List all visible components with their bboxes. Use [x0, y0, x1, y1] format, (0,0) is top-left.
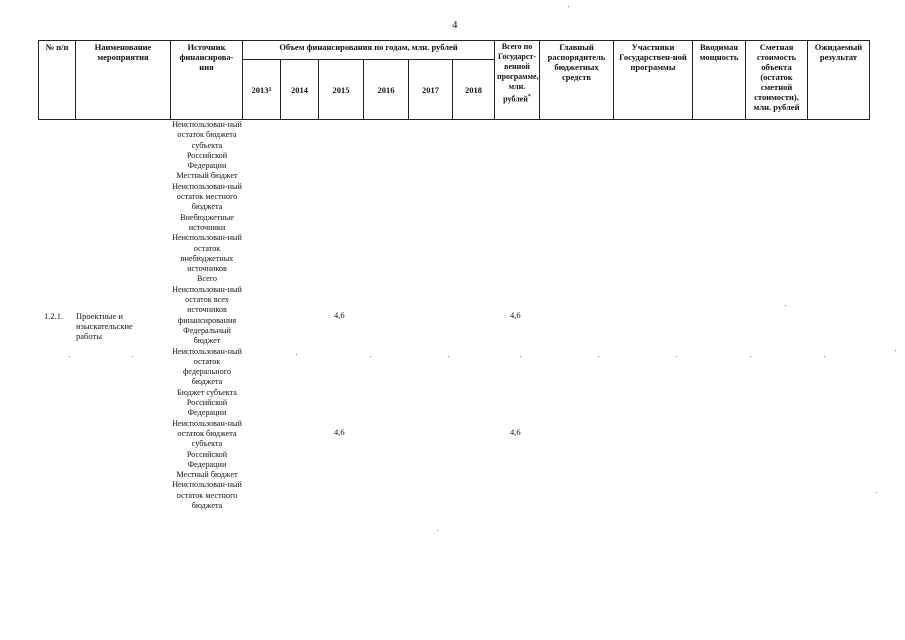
- table-header: [38, 40, 870, 120]
- scan-speck: [676, 356, 677, 357]
- year-2014-header: 2014: [281, 59, 319, 119]
- source-item: Неиспользован-ный остаток местного бюджета: [172, 480, 242, 510]
- scan-speck: [437, 530, 438, 531]
- header-total-label: Всего по Государст-венной программе, млн. рублей: [497, 42, 539, 104]
- header-main-manager: Главный распорядитель бюджетных средств: [540, 41, 614, 119]
- source-column: [172, 120, 242, 511]
- source-item: Всего: [196, 274, 218, 284]
- source-item: Местный бюджет: [176, 171, 238, 181]
- year-2015-header: 2015: [319, 59, 364, 119]
- source-item: Федеральный бюджет: [183, 325, 231, 346]
- year-2016-header: 2016: [364, 59, 409, 119]
- header-capacity: Вводимая мощность: [693, 41, 746, 119]
- row-number: 1.2.1.: [44, 311, 64, 321]
- source-item: Внебюджетные источники: [180, 212, 234, 232]
- header-estimate-cost: Сметная стоимость объекта (остаток сметной стоимости), млн. рублей: [746, 41, 808, 119]
- source-item: Неиспользован-ный остаток бюджета субъекта Российской Федерации: [172, 120, 242, 171]
- scan-speck: [69, 356, 70, 357]
- header-funding-volume: Объем финансирования по годам, млн. рублей: [243, 41, 495, 59]
- source-item: Бюджет субъекта Российской Федерации: [177, 387, 237, 418]
- scan-speck: [296, 354, 297, 355]
- source-item: Неиспользован-ный остаток всех источников финансирования: [172, 284, 242, 325]
- scan-speck: [568, 6, 569, 7]
- header-source: Источник финансирова-ния: [171, 41, 243, 119]
- year-2018-header: 2018: [453, 59, 495, 119]
- scan-speck: [895, 350, 896, 351]
- header-num: № п/п: [39, 41, 76, 119]
- year-2013-label: 2013: [251, 84, 269, 95]
- header-participants: Участники Государствен-ной программы: [614, 41, 693, 119]
- scan-speck: [370, 356, 371, 357]
- header-name: Наименование мероприятия: [76, 41, 171, 119]
- scan-speck: [876, 492, 877, 493]
- source-item: Местный бюджет: [176, 470, 238, 480]
- year-2013-header: [243, 59, 281, 119]
- row-name: Проектные и изыскательские работы: [76, 311, 133, 341]
- value-total-program: 4,6: [510, 310, 521, 320]
- source-item: Неиспользован-ный остаток федерального бюджета: [172, 346, 242, 387]
- value-total-2015: 4,6: [334, 310, 345, 320]
- header-expected-result: Ожидаемый результат: [814, 42, 863, 62]
- scan-speck: [520, 356, 521, 357]
- source-item: Неиспользован-ный остаток внебюджетных источников: [172, 233, 242, 274]
- source-item: Неиспользован-ный остаток бюджета субъекта Российской Федерации: [172, 418, 242, 469]
- page-number: 4: [452, 19, 458, 31]
- scan-speck: [132, 356, 133, 357]
- scan-speck: [448, 356, 449, 357]
- header-total-footnote: *: [527, 94, 531, 100]
- year-2017-header: 2017: [409, 59, 453, 119]
- value-subject-program: 4,6: [510, 427, 521, 437]
- header-total: [495, 41, 540, 119]
- source-item: Неиспользован-ный остаток местного бюджета: [172, 181, 242, 212]
- scan-speck: [598, 356, 599, 357]
- scan-speck: [824, 356, 825, 357]
- year-2013-footnote: 1: [268, 86, 272, 93]
- scan-speck: [785, 305, 786, 306]
- value-subject-2015: 4,6: [334, 427, 345, 437]
- scan-speck: [750, 356, 751, 357]
